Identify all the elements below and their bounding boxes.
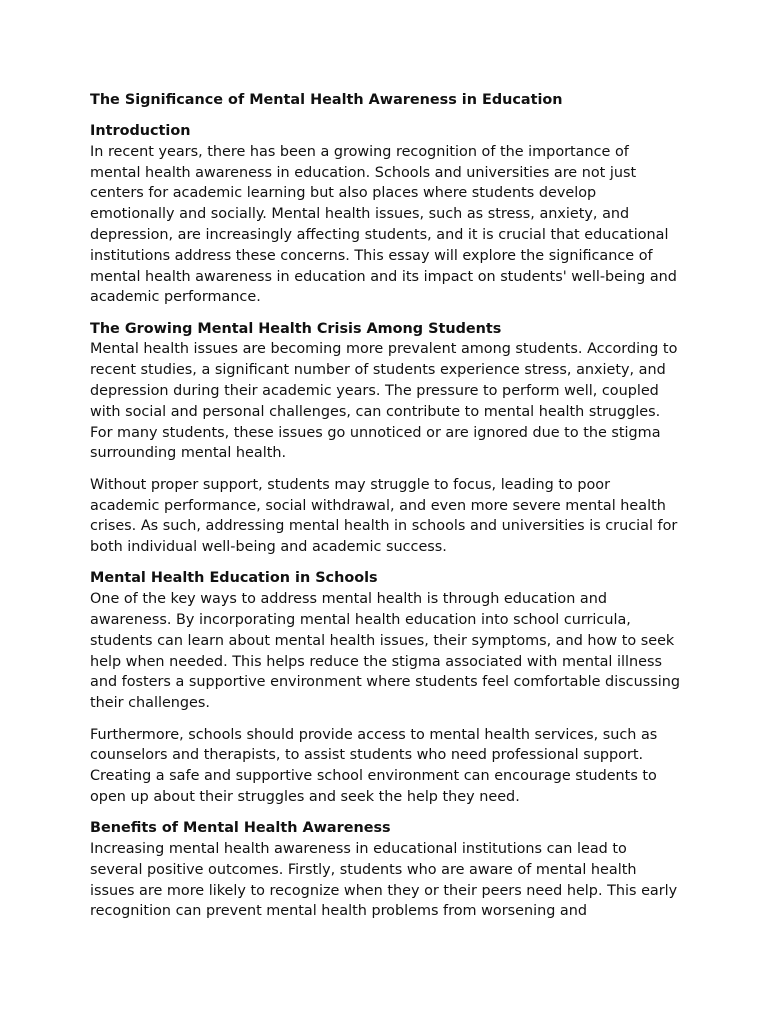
paragraph: Mental health issues are becoming more prevalent among students. According to recent studies, a significant number of students experience stress, anxiety, and depression during their academic years. The pressure to perform well, coupled with social and personal challenges, can contribute to mental health struggles. For many students, these issues go unnoticed or are ignored due to the stigma surrounding mental health. bbox=[90, 341, 678, 462]
section-heading: Introduction bbox=[90, 123, 191, 139]
paragraph: One of the key ways to address mental health is through education and awareness. By incorporating mental health education into school curricula, students can learn about mental health issues, their symptoms, and how to seek help when needed. This helps reduce the stigma associated with mental illness and fosters a supportive environment where students feel comfortable discussing their challenges. bbox=[90, 591, 680, 712]
section-heading: The Growing Mental Health Crisis Among Students bbox=[90, 320, 502, 337]
document-body bbox=[90, 89, 682, 933]
section-mental-health-education bbox=[90, 568, 682, 807]
paragraph: Without proper support, students may struggle to focus, leading to poor academic performance, social withdrawal, and even more severe mental health crises. As such, addressing mental health in schools and universities is crucial for both individual well-being and academic success. bbox=[90, 476, 678, 556]
section-introduction bbox=[90, 121, 682, 308]
section-growing-crisis bbox=[90, 319, 682, 558]
section-benefits bbox=[90, 818, 682, 922]
paragraph: Furthermore, schools should provide access to mental health services, such as counselors and therapists, to assist students who need professional support. Creating a safe and supportive school environment can encourage students to open up about their struggles and seek the help they need. bbox=[90, 726, 658, 805]
paragraph: Increasing mental health awareness in educational institutions can lead to several positive outcomes. Firstly, students who are aware of mental health issues are more likely to recognize when they or their peers need help. This early recognition can prevent mental health problems from worsening and bbox=[90, 841, 678, 920]
paragraph: In recent years, there has been a growing recognition of the importance of mental health awareness in education. Schools and universities are not just centers for academic learning but also places where students develop emotionally and socially. Mental health issues, such as stress, anxiety, and depression, are increasingly affecting students, and it is crucial that educational institutions address these concerns. This essay will explore the significance of mental health awareness in education and its impact on students' well-being and academic performance. bbox=[90, 143, 677, 306]
section-heading: Benefits of Mental Health Awareness bbox=[90, 820, 391, 837]
document-title: The Significance of Mental Health Awareness in Education bbox=[90, 92, 563, 108]
section-heading: Mental Health Education in Schools bbox=[90, 570, 378, 587]
